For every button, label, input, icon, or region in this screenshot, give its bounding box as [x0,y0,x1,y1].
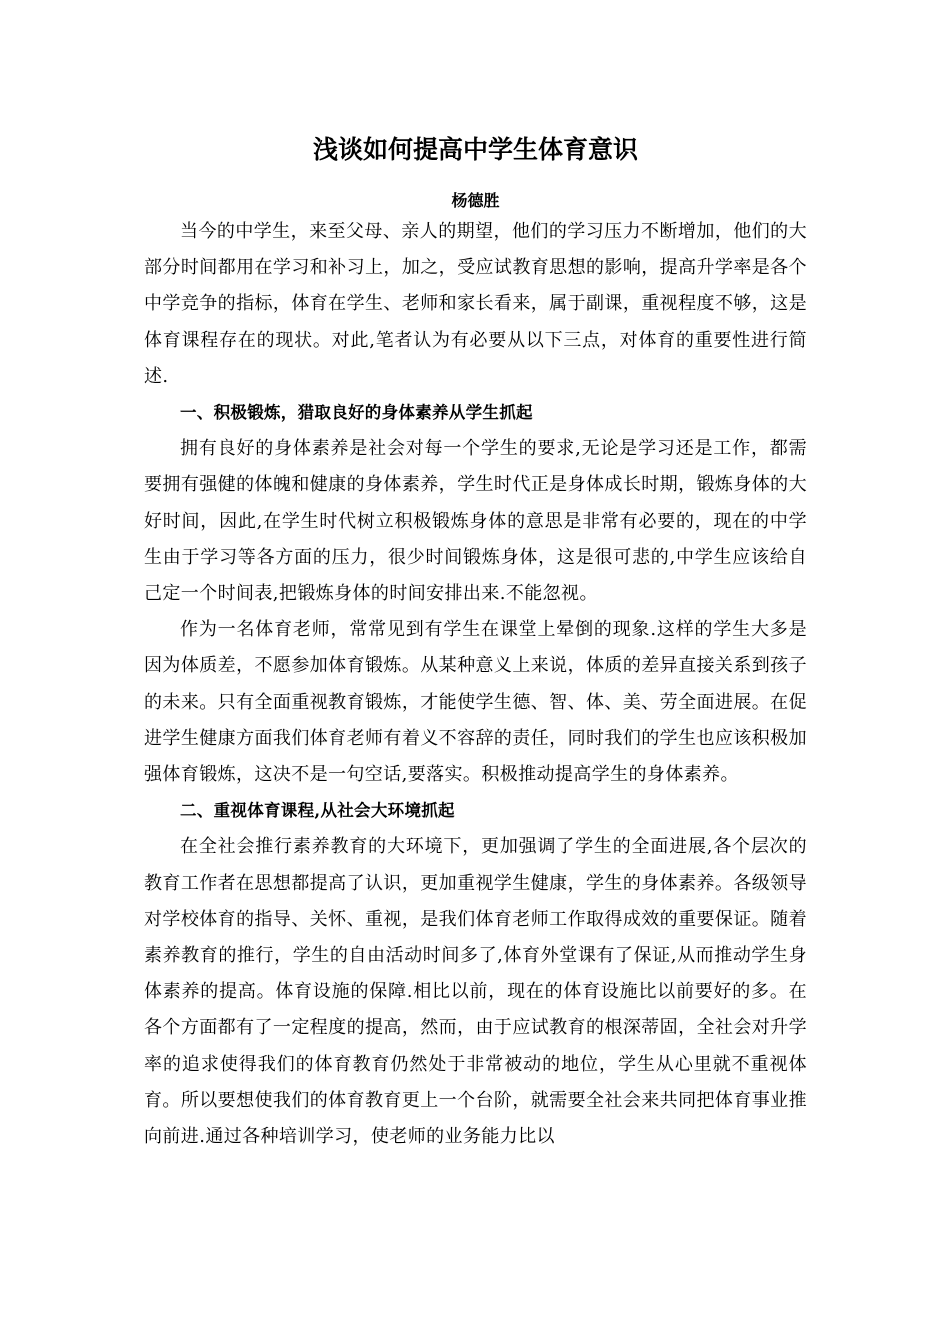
section-heading-2: 二、重视体育课程,从社会大环境抓起 [180,801,455,821]
document-author: 杨德胜 [451,191,500,210]
section-1-paragraph-1: 拥有良好的身体素养是社会对每一个学生的要求,无论是学习还是工作，都需要拥有强健的体魄和健康的身体素养，学生时代正是身体成长时期，锻炼身体的大好时间，因此,在学生时代树立积极锻炼身体的意思是非常有必要的，现在的中学生由于学习等各方面的压力，很少时间锻炼身体，这是很可悲的,中学生应该给自己定一个时间表,把锻炼身体的时间安排出来.不能忽视。 [144,438,807,605]
document-title: 浅谈如何提高中学生体育意识 [312,135,638,164]
document-page [144,128,807,1155]
intro-paragraph: 当今的中学生，来至父母、亲人的期望，他们的学习压力不断增加，他们的大部分时间都用在学习和补习上，加之，受应试教育思想的影响，提高升学率是各个中学竞争的指标，体育在学生、老师和家长看来，属于副课，重视程度不够，这是体育课程存在的现状。对此,笔者认为有必要从以下三点，对体育的重要性进行简述. [144,221,807,387]
section-1-paragraph-2: 作为一名体育老师，常常见到有学生在课堂上晕倒的现象.这样的学生大多是因为体质差，不愿参加体育锻炼。从某种意义上来说，体质的差异直接关系到孩子的未来。只有全面重视教育锻炼，才能使学生德、智、体、美、劳全面进展。在促进学生健康方面我们体育老师有着义不容辞的责任，同时我们的学生也应该积极加强体育锻炼，这决不是一句空话,要落实。积极推动提高学生的身体素养。 [144,619,807,786]
section-heading-1: 一、积极锻炼，猎取良好的身体素养从学生抓起 [180,403,533,423]
section-2-paragraph-1: 在全社会推行素养教育的大环境下，更加强调了学生的全面进展,各个层次的教育工作者在思想都提高了认识，更加重视学生健康，学生的身体素养。各级领导对学校体育的指导、关怀、重视，是我们体育老师工作取得成效的重要保证。随着素养教育的推行，学生的自由活动时间多了,体育外堂课有了保证,从而推动学生身体素养的提高。体育设施的保障.相比以前，现在的体育设施比以前要好的多。在各个方面都有了一定程度的提高，然而，由于应试教育的根深蒂固，全社会对升学率的追求使得我们的体育教育仍然处于非常被动的地位，学生从心里就不重视体育。所以要想使我们的体育教育更上一个台阶，就需要全社会来共同把体育事业推向前进.通过各种培训学习，使老师的业务能力比以 [144,836,807,1148]
